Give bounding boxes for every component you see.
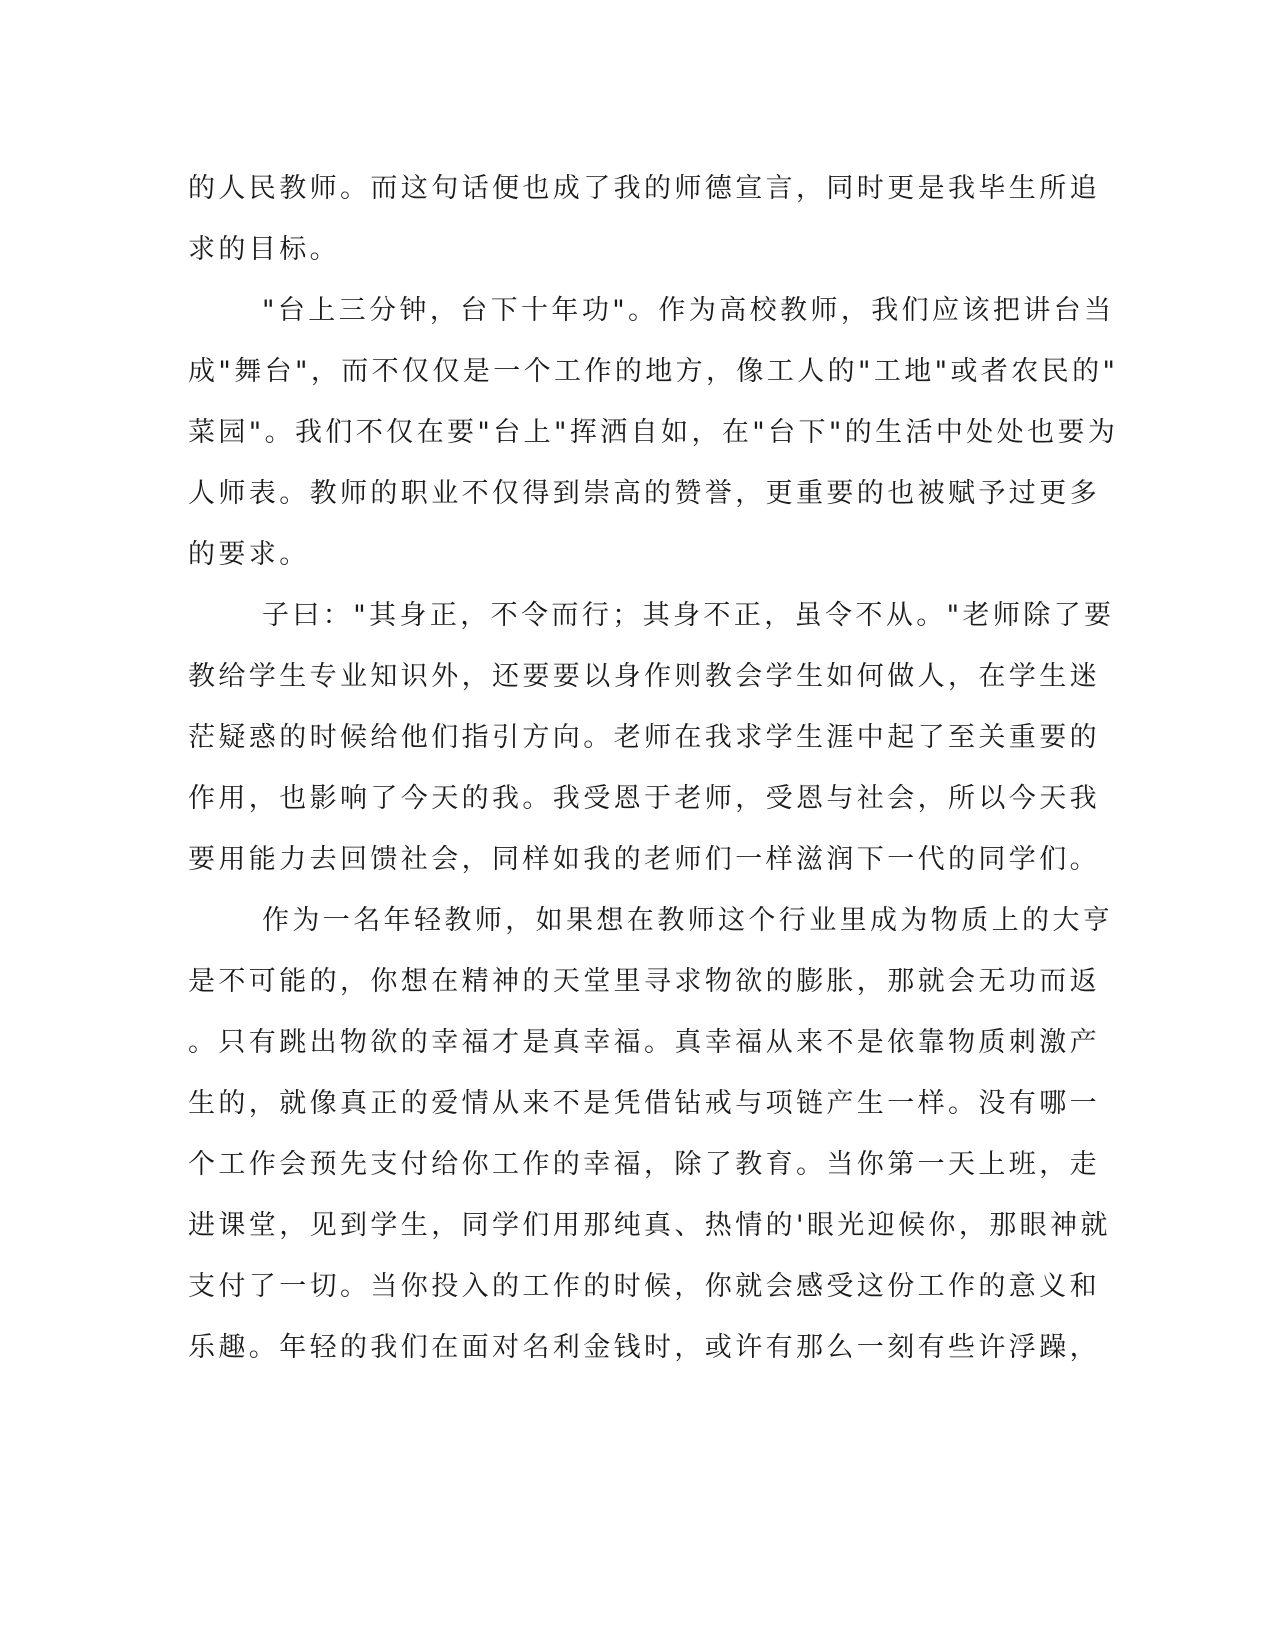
text-line: 要用能力去回馈社会，同样如我的老师们一样滋润下一代的同学们。: [188, 844, 1100, 875]
text-line: 菜园"。我们不仅在要"台上"挥洒自如，在"台下"的生活中处处也要为: [188, 417, 1119, 448]
text-line: 个工作会预先支付给你工作的幸福，除了教育。当你第一天上班，走: [188, 1149, 1100, 1180]
text-line: 生的，就像真正的爱情从来不是凭借钻戒与项链产生一样。没有哪一: [188, 1088, 1100, 1119]
text-line: 。只有跳出物欲的幸福才是真幸福。真幸福从来不是依靠物质刺激产: [188, 1027, 1100, 1058]
text-line: 的要求。: [188, 539, 310, 570]
text-line: 求的目标。: [188, 234, 340, 265]
text-line: 成"舞台"，而不仅仅是一个工作的地方，像工人的"工地"或者农民的": [188, 356, 1119, 387]
text-line: 教给学生专业知识外，还要要以身作则教会学生如何做人，在学生迷: [188, 661, 1100, 692]
text-line: 作用，也影响了今天的我。我受恩于老师，受恩与社会，所以今天我: [188, 783, 1100, 814]
text-line: 是不可能的，你想在精神的天堂里寻求物欲的膨胀，那就会无功而返: [188, 966, 1100, 997]
text-line: 进课堂，见到学生，同学们用那纯真、热情的'眼光迎候你，那眼神就: [188, 1210, 1111, 1241]
text-line: 茫疑惑的时候给他们指引方向。老师在我求学生涯中起了至关重要的: [188, 722, 1100, 753]
body-text: [188, 158, 1119, 1378]
paragraph-first-line: 作为一名年轻教师，如果想在教师这个行业里成为物质上的大亨: [262, 905, 1114, 936]
text-line: 的人民教师。而这句话便也成了我的师德宣言，同时更是我毕生所追: [188, 173, 1100, 204]
paragraph-first-line: "台上三分钟，台下十年功"。作为高校教师，我们应该把讲台当: [262, 295, 1115, 326]
text-line: 支付了一切。当你投入的工作的时候，你就会感受这份工作的意义和: [188, 1271, 1100, 1302]
paragraph-first-line: 子曰："其身正，不令而行；其身不正，虽令不从。"老师除了要: [262, 600, 1115, 631]
text-line: 乐趣。年轻的我们在面对名利金钱时，或许有那么一刻有些许浮躁，: [188, 1332, 1100, 1363]
text-line: 人师表。教师的职业不仅得到崇高的赞誉，更重要的也被赋予过更多: [188, 478, 1100, 509]
